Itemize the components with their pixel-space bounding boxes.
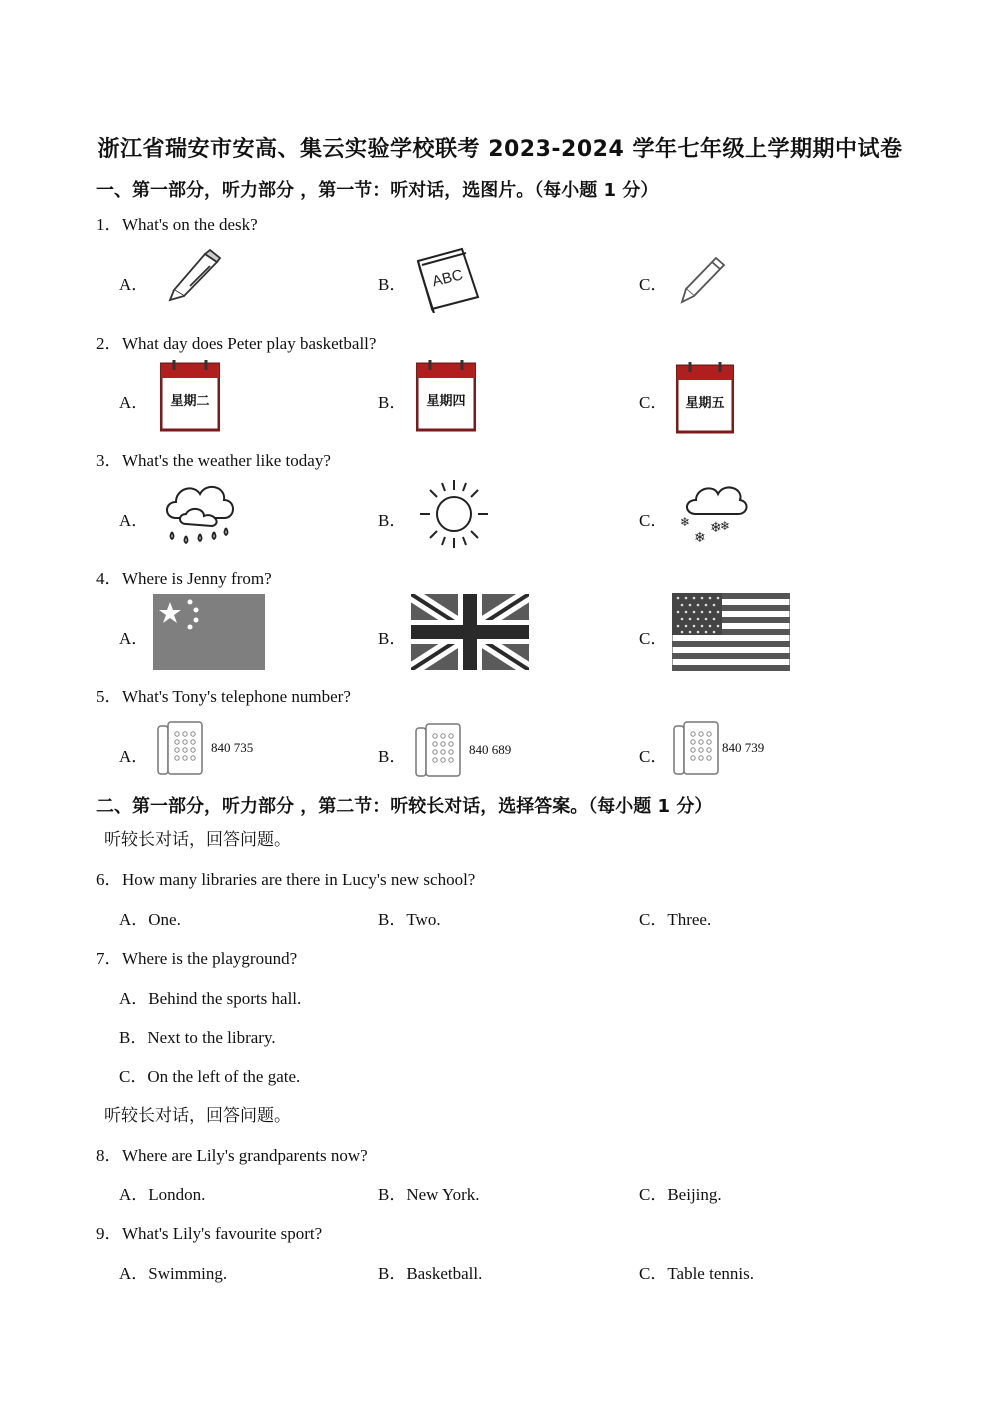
telephone-icon bbox=[414, 722, 464, 780]
q3-option-b-letter: B． bbox=[378, 511, 407, 530]
q5-option-b-letter: B． bbox=[378, 747, 407, 766]
question-9: 9．What's Lily's favourite sport? bbox=[96, 1224, 323, 1243]
calendar-day-label: 星期四 bbox=[426, 394, 466, 409]
q4-option-b-letter: B． bbox=[378, 629, 407, 648]
section-1-heading: 一、第一部分，听力部分 ，第一节：听对话，选图片。（每小题 1 分） bbox=[96, 180, 659, 201]
q8-option-c[interactable]: C．Beijing. bbox=[639, 1185, 722, 1204]
q1-option-a-letter: A． bbox=[119, 275, 149, 294]
uk-flag-icon bbox=[411, 594, 529, 670]
section-2-heading: 二、第一部分，听力部分 ，第二节：听较长对话，选择答案。（每小题 1 分） bbox=[96, 796, 713, 817]
svg-text:❄: ❄ bbox=[710, 520, 722, 536]
question-4: 4．Where is Jenny from? bbox=[96, 569, 272, 588]
q2-option-c-letter: C． bbox=[639, 393, 668, 412]
telephone-icon bbox=[672, 720, 722, 778]
q4-option-a-letter: A． bbox=[119, 629, 149, 648]
instruction-text: 听较长对话，回答问题。 bbox=[104, 1106, 291, 1126]
telephone-icon bbox=[156, 720, 206, 778]
q7-option-c[interactable]: C．On the left of the gate. bbox=[119, 1067, 301, 1086]
svg-text:❄: ❄ bbox=[694, 530, 706, 546]
phone-number-label: 840 739 bbox=[722, 740, 765, 755]
question-8: 8．Where are Lily's grandparents now? bbox=[96, 1146, 368, 1165]
question-7: 7．Where is the playground? bbox=[96, 949, 298, 968]
q1-option-c-letter: C． bbox=[639, 275, 668, 294]
instruction-text: 听较长对话，回答问题。 bbox=[104, 830, 291, 850]
q7-option-b[interactable]: B．Next to the library. bbox=[119, 1028, 276, 1047]
question-3: 3．What's the weather like today? bbox=[96, 451, 331, 470]
calendar-day-label: 星期五 bbox=[685, 396, 725, 411]
question-5: 5．What's Tony's telephone number? bbox=[96, 687, 351, 706]
q5-option-c-letter: C． bbox=[639, 747, 668, 766]
phone-number-label: 840 689 bbox=[469, 742, 512, 757]
q3-option-c-letter: C． bbox=[639, 511, 668, 530]
svg-text:ABC: ABC bbox=[430, 266, 465, 291]
q6-option-a[interactable]: A．One. bbox=[119, 910, 181, 929]
calendar-icon bbox=[160, 360, 220, 432]
q9-option-c[interactable]: C．Table tennis. bbox=[639, 1264, 754, 1283]
snow-cloud-icon bbox=[678, 480, 748, 548]
calendar-icon bbox=[416, 360, 476, 432]
calendar-icon bbox=[676, 362, 734, 434]
us-flag-icon bbox=[672, 593, 790, 671]
q6-option-c[interactable]: C．Three. bbox=[639, 910, 712, 929]
calendar-day-label: 星期二 bbox=[170, 394, 210, 409]
question-2: 2．What day does Peter play basketball? bbox=[96, 334, 377, 353]
phone-number-label: 840 735 bbox=[211, 740, 254, 755]
q4-option-c-letter: C． bbox=[639, 629, 668, 648]
q6-option-b[interactable]: B．Two. bbox=[378, 910, 441, 929]
q9-option-a[interactable]: A．Swimming. bbox=[119, 1264, 228, 1283]
pencil-icon bbox=[676, 252, 736, 308]
pen-icon bbox=[160, 248, 230, 308]
question-1: 1．What's on the desk? bbox=[96, 215, 258, 234]
q1-option-b-letter: B． bbox=[378, 275, 407, 294]
q9-option-b[interactable]: B．Basketball. bbox=[378, 1264, 483, 1283]
svg-text:❄: ❄ bbox=[680, 515, 691, 529]
q5-option-a-letter: A． bbox=[119, 747, 149, 766]
svg-text:❄: ❄ bbox=[720, 519, 731, 533]
exam-title: 浙江省瑞安市安高、集云实验学校联考 2023-2024 学年七年级上学期期中试卷 bbox=[97, 137, 903, 162]
china-flag-icon bbox=[153, 594, 265, 670]
question-6: 6．How many libraries are there in Lucy's new school? bbox=[96, 870, 476, 889]
book-icon bbox=[412, 243, 484, 313]
sun-icon bbox=[418, 478, 490, 550]
rain-cloud-icon bbox=[160, 478, 240, 552]
q2-option-a-letter: A． bbox=[119, 393, 149, 412]
q3-option-a-letter: A． bbox=[119, 511, 149, 530]
q2-option-b-letter: B． bbox=[378, 393, 407, 412]
q7-option-a[interactable]: A．Behind the sports hall. bbox=[119, 989, 302, 1008]
q8-option-b[interactable]: B．New York. bbox=[378, 1185, 480, 1204]
q8-option-a[interactable]: A．London. bbox=[119, 1185, 206, 1204]
